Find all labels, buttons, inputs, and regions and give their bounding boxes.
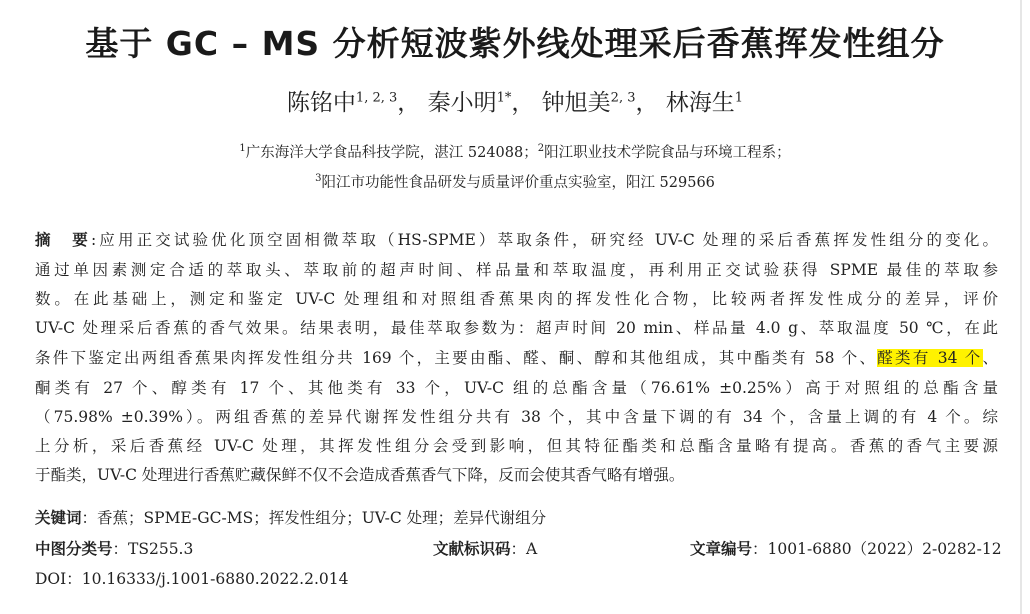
clc-number: 中图分类号：TS255.3 (35, 540, 194, 558)
highlighted-text: 醛类有 34 个 (877, 349, 983, 367)
abstract-line: 通过单因素测定合适的萃取头、萃取前的超声时间、样品量和萃取温度，再利用正交试验获得 SPME 最佳的萃取参 (35, 261, 998, 279)
author: 秦小明 (427, 90, 497, 116)
abstract-line: 于酯类，UV-C 处理进行香蕉贮藏保鲜不仅不会造成香蕉香气下降，反而会使其香气略有增强。 (35, 466, 685, 484)
abstract-line: 摘 要:应用正交试验优化顶空固相微萃取（HS-SPME）萃取条件，研究经 UV-C 处理的采后香蕉挥发性组分的变化。 (35, 231, 998, 249)
author: 钟旭美 (541, 90, 611, 116)
affiliation-line: $^1$广东海洋大学食品科技学院，湛江 524088；$^2$阳江职业技术学院食品与环境工程系； (239, 143, 791, 161)
abstract-line: 上分析，采后香蕉经 UV-C 处理，其挥发性组分会受到影响，但其特征酯类和总酯含量略有提高。香蕉的香气主要源 (35, 437, 998, 455)
abstract-line: （75.98% ±0.39%）。两组香蕉的差异代谢挥发性组分共有 38 个，其中含量下调的有 34 个，含量上调的有 4 个。综 (35, 408, 998, 426)
abstract-line: 条件下鉴定出两组香蕉果肉挥发性组分共 169 个，主要由酯、醛、酮、醇和其他组成，其中酯类有 58 个、醛类有 34 个、 (35, 349, 999, 367)
abstract-label: 摘 要 (35, 231, 91, 249)
author: 林海生 (665, 90, 735, 116)
doi: DOI：10.16333/j.1001-6880.2022.2.014 (35, 570, 349, 588)
author-list: 陈铭中$^{1, 2, 3}$， 秦小明$^{1*}$， 钟旭美$^{2, 3}$， 林海生$^1$ (286, 90, 744, 116)
abstract-line: 酮类有 27 个、醇类有 17 个、其他类有 33 个，UV-C 组的总酯含量（76.61% ±0.25%）高于对照组的总酯含量 (35, 379, 998, 397)
author: 陈铭中 (286, 90, 356, 116)
abstract-line: 数。在此基础上，测定和鉴定 UV-C 处理组和对照组香蕉果肉的挥发性化合物，比较两者挥发性成分的差异，评价 (35, 290, 998, 308)
paper-title: 基于 GC – MS 分析短波紫外线处理采后香蕉挥发性组分 (85, 24, 945, 63)
article-number: 文章编号：1001-6880（2022）2-0282-12 (690, 540, 1002, 558)
abstract-line: UV-C 处理采后香蕉的香气效果。结果表明，最佳萃取参数为：超声时间 20 min、样品量 4.0 g、萃取温度 50 ℃，在此 (35, 319, 998, 337)
document-code: 文献标识码：A (433, 540, 538, 558)
keywords: 关键词：香蕉；SPME-GC-MS；挥发性组分；UV-C 处理；差异代谢组分 (35, 509, 547, 527)
affiliation-line: $^3$阳江市功能性食品研发与质量评价重点实验室，阳江 529566 (315, 173, 715, 191)
